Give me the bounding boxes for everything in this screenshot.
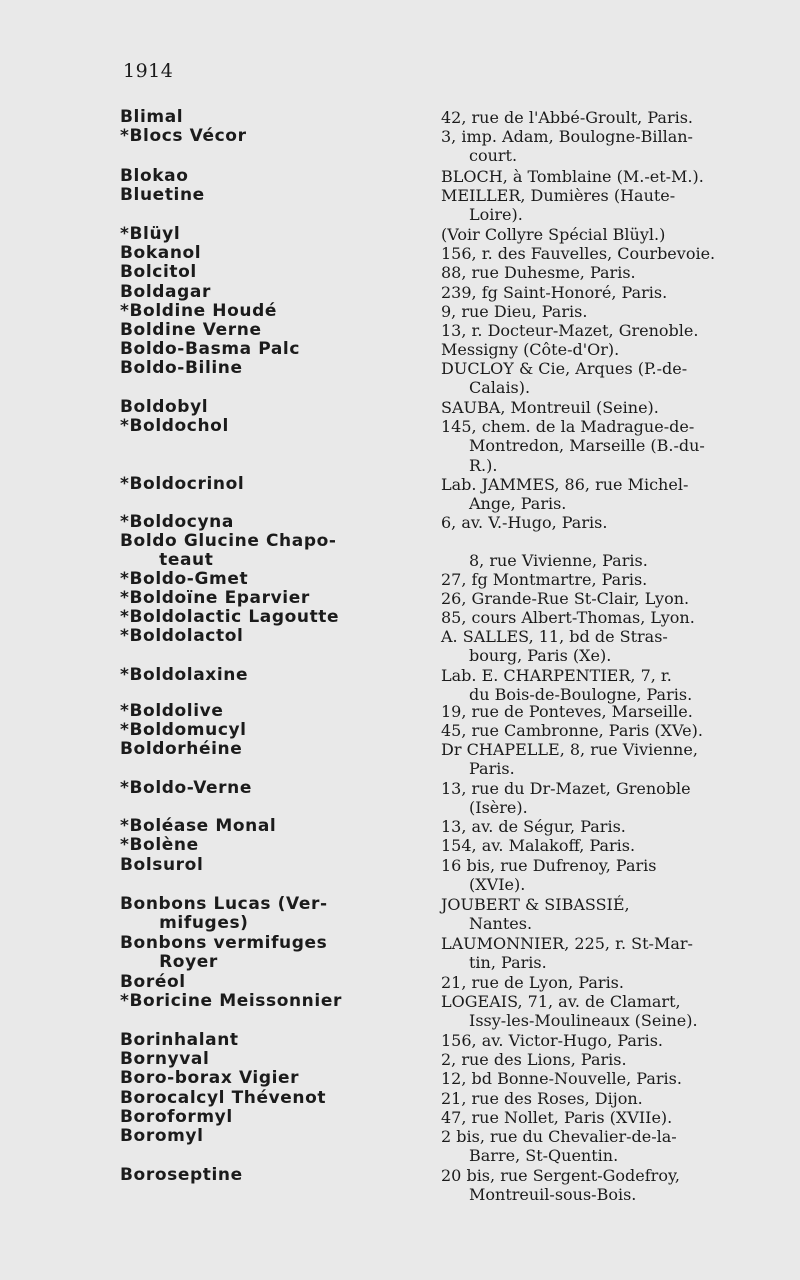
product-address xyxy=(441,263,784,282)
product-name: *Bolène xyxy=(120,835,199,855)
product-name: *Boldomucyl xyxy=(120,720,247,740)
product-name: *Boldine Houdé xyxy=(120,301,278,321)
address-line: 21, rue de Lyon, Paris. xyxy=(441,973,624,992)
product-name: *Boldoïne Eparvier xyxy=(120,588,310,608)
product-address xyxy=(441,1108,784,1127)
product-address xyxy=(441,225,784,244)
address-line: tin, Paris. xyxy=(469,953,547,973)
address-line: Lab. E. CHARPENTIER, 7, r. xyxy=(441,666,672,685)
address-line: 2, rue des Lions, Paris. xyxy=(441,1050,627,1069)
address-line: 9, rue Dieu, Paris. xyxy=(441,302,588,321)
address-line: Dr CHAPELLE, 8, rue Vivienne, xyxy=(441,740,698,759)
product-name: *Boricine Meissonnier xyxy=(120,991,342,1011)
product-name: Boldagar xyxy=(120,282,211,302)
address-line: 2 bis, rue du Chevalier-de-la- xyxy=(441,1127,677,1146)
product-address xyxy=(441,283,784,302)
address-line: 13, rue du Dr-Mazet, Grenoble xyxy=(441,779,691,798)
product-name: *Boldo-Verne xyxy=(120,778,252,798)
product-address xyxy=(441,186,784,225)
product-address xyxy=(441,934,784,973)
product-address xyxy=(441,627,784,666)
address-line: 42, rue de l'Abbé-Groult, Paris. xyxy=(441,108,693,127)
product-address xyxy=(441,779,784,818)
address-line: 239, fg Saint-Honoré, Paris. xyxy=(441,283,668,302)
product-address xyxy=(441,321,784,340)
address-line: 16 bis, rue Dufrenoy, Paris xyxy=(441,856,657,875)
product-name: Boréol xyxy=(120,972,186,992)
address-line: 154, av. Malakoff, Paris. xyxy=(441,836,636,855)
product-name: *Boldocrinol xyxy=(120,474,245,494)
address-line: 20 bis, rue Sergent-Godefroy, xyxy=(441,1166,680,1185)
address-line: 13, av. de Ségur, Paris. xyxy=(441,817,626,836)
product-name: Borinhalant xyxy=(120,1030,239,1050)
product-address xyxy=(441,895,784,934)
product-address xyxy=(441,475,784,514)
address-line: 3, imp. Adam, Boulogne-Billan- xyxy=(441,127,693,146)
address-line: 12, bd Bonne-Nouvelle, Paris. xyxy=(441,1069,682,1088)
product-name: Bluetine xyxy=(120,185,205,205)
address-line: R.). xyxy=(469,455,498,475)
product-name: *Boldolive xyxy=(120,701,224,721)
product-address xyxy=(441,359,784,398)
address-line: 6, av. V.-Hugo, Paris. xyxy=(441,513,608,532)
product-address xyxy=(441,1166,784,1205)
address-line: Lab. JAMMES, 86, rue Michel- xyxy=(441,475,689,494)
address-line: du Bois-de-Boulogne, Paris. xyxy=(469,685,693,705)
product-name: Bornyval xyxy=(120,1049,210,1069)
product-name: *Boldochol xyxy=(120,416,229,436)
product-address xyxy=(441,836,784,855)
address-line: 8, rue Vivienne, Paris. xyxy=(469,551,648,571)
address-line: 156, r. des Fauvelles, Courbevoie. xyxy=(441,244,716,263)
address-line: Issy-les-Moulineaux (Seine). xyxy=(469,1011,698,1031)
product-address xyxy=(441,973,784,992)
address-line: 13, r. Docteur-Mazet, Grenoble. xyxy=(441,321,699,340)
product-address xyxy=(441,608,784,627)
product-address xyxy=(441,570,784,589)
address-line: 19, rue de Ponteves, Marseille. xyxy=(441,702,693,721)
product-address xyxy=(441,1069,784,1088)
product-name: Bolcitol xyxy=(120,262,197,282)
address-line: 145, chem. de la Madrague-de- xyxy=(441,417,695,436)
product-address xyxy=(441,398,784,417)
product-address xyxy=(441,302,784,321)
product-address xyxy=(441,817,784,836)
address-line: Ange, Paris. xyxy=(469,494,567,514)
address-line: A. SALLES, 11, bd de Stras- xyxy=(441,627,668,646)
product-address xyxy=(441,856,784,895)
address-line: BLOCH, à Tomblaine (M.-et-M.). xyxy=(441,167,704,186)
address-line xyxy=(441,532,784,551)
product-name: *Boléase Monal xyxy=(120,816,277,836)
address-line: 21, rue des Roses, Dijon. xyxy=(441,1089,643,1108)
product-address xyxy=(441,589,784,608)
product-name: Boromyl xyxy=(120,1126,204,1146)
address-line: Nantes. xyxy=(469,914,533,934)
product-name: Boldine Verne xyxy=(120,320,262,340)
address-line: LAUMONNIER, 225, r. St-Mar- xyxy=(441,934,693,953)
product-address xyxy=(441,1089,784,1108)
address-line: LOGEAIS, 71, av. de Clamart, xyxy=(441,992,681,1011)
product-address xyxy=(441,167,784,186)
address-line: Messigny (Côte-d'Or). xyxy=(441,340,620,359)
product-address xyxy=(441,740,784,779)
product-name: *Boldolaxine xyxy=(120,665,249,685)
address-line: DUCLOY & Cie, Arques (P.-de- xyxy=(441,359,688,378)
address-line: (Isère). xyxy=(469,798,528,818)
address-line: 88, rue Duhesme, Paris. xyxy=(441,263,636,282)
address-line: 156, av. Victor-Hugo, Paris. xyxy=(441,1031,663,1050)
product-name: Bonbons vermifuges Royer xyxy=(120,933,328,973)
page-number: 1914 xyxy=(123,60,174,82)
product-name: Boroseptine xyxy=(120,1165,243,1185)
product-address xyxy=(441,992,784,1031)
product-address xyxy=(441,513,784,532)
product-address xyxy=(441,666,784,705)
product-address xyxy=(441,108,784,127)
address-line: JOUBERT & SIBASSIÉ, xyxy=(441,895,630,914)
product-name: Bonbons Lucas (Ver- mifuges) xyxy=(120,894,328,934)
product-name: Boldo-Biline xyxy=(120,358,243,378)
product-name: *Boldolactol xyxy=(120,626,244,646)
product-name: *Blüyl xyxy=(120,224,181,244)
address-line: bourg, Paris (Xe). xyxy=(469,646,612,666)
product-address xyxy=(441,1050,784,1069)
product-address xyxy=(441,702,784,721)
product-address xyxy=(441,532,784,571)
address-line: SAUBA, Montreuil (Seine). xyxy=(441,398,659,417)
address-line: Calais). xyxy=(469,378,531,398)
address-line: 45, rue Cambronne, Paris (XVe). xyxy=(441,721,703,740)
product-name: Blokao xyxy=(120,166,189,186)
product-address xyxy=(441,1127,784,1166)
address-line: Barre, St-Quentin. xyxy=(469,1146,619,1166)
product-name: Borocalcyl Thévenot xyxy=(120,1088,327,1108)
product-address xyxy=(441,127,784,166)
product-address xyxy=(441,244,784,263)
address-line: 27, fg Montmartre, Paris. xyxy=(441,570,648,589)
address-line: (XVIe). xyxy=(469,875,526,895)
address-line: Paris. xyxy=(469,759,515,779)
product-name: Bolsurol xyxy=(120,855,204,875)
address-line: court. xyxy=(469,146,518,166)
address-line: (Voir Collyre Spécial Blüyl.) xyxy=(441,225,666,244)
product-address xyxy=(441,417,784,475)
product-address xyxy=(441,340,784,359)
product-name: Boldobyl xyxy=(120,397,209,417)
product-address xyxy=(441,1031,784,1050)
product-name: Blimal xyxy=(120,107,184,127)
product-name: Boldorhéine xyxy=(120,739,243,759)
product-name: Boldo-Basma Palc xyxy=(120,339,300,359)
product-name: Boroformyl xyxy=(120,1107,233,1127)
product-name: Bokanol xyxy=(120,243,202,263)
product-name: *Boldocyna xyxy=(120,512,234,532)
product-name: *Boldolactic Lagoutte xyxy=(120,607,340,627)
address-line: 47, rue Nollet, Paris (XVIIe). xyxy=(441,1108,673,1127)
product-address xyxy=(441,721,784,740)
product-name: *Boldo-Gmet xyxy=(120,569,249,589)
address-line: 26, Grande-Rue St-Clair, Lyon. xyxy=(441,589,690,608)
address-line: MEILLER, Dumières (Haute- xyxy=(441,186,676,205)
product-name: Boro-borax Vigier xyxy=(120,1068,300,1088)
address-line: Montreuil-sous-Bois. xyxy=(469,1185,637,1205)
address-line: Montredon, Marseille (B.-du- xyxy=(469,436,705,456)
product-name: Boldo Glucine Chapo- teaut xyxy=(120,531,337,571)
address-line: 85, cours Albert-Thomas, Lyon. xyxy=(441,608,695,627)
product-name: *Blocs Vécor xyxy=(120,126,247,146)
address-line: Loire). xyxy=(469,205,523,225)
